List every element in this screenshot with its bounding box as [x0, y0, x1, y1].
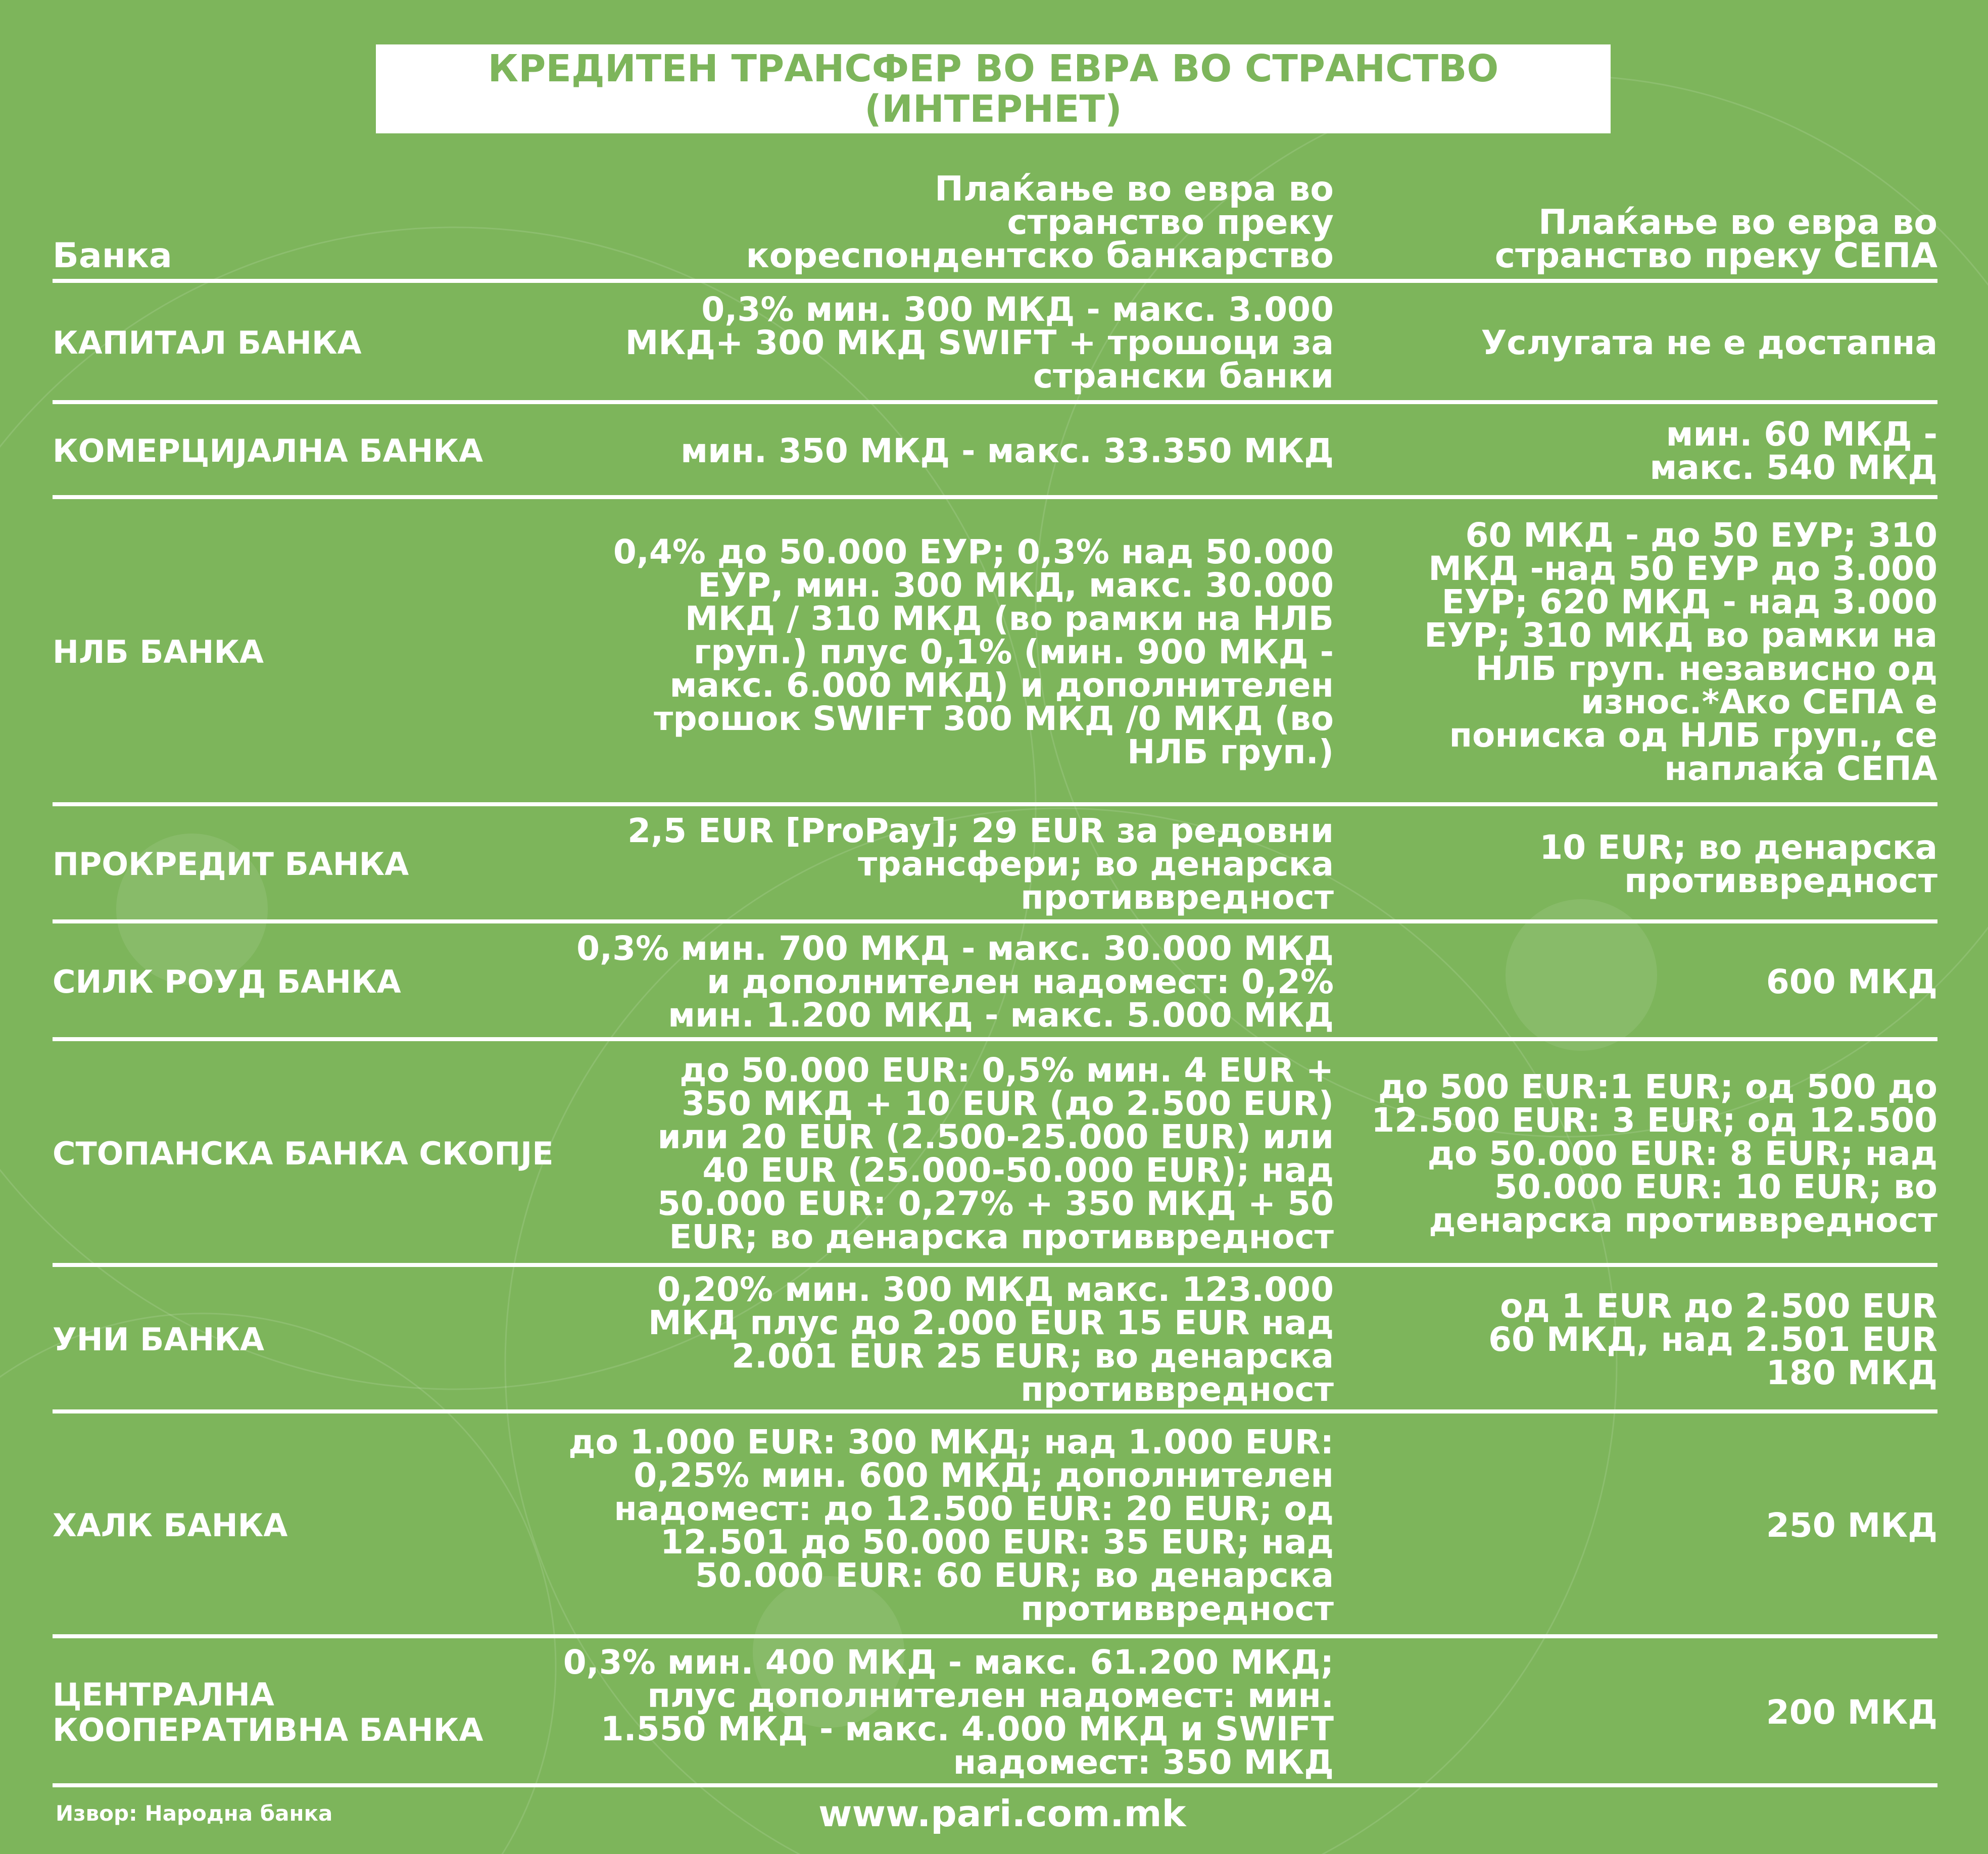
page-title [376, 44, 1611, 133]
correspondent-fee-cell-line: противвредност [1021, 878, 1334, 917]
correspondent-fee-cell [536, 924, 1334, 1039]
bank-name-cell [53, 500, 578, 804]
correspondent-fee-cell [536, 1639, 1334, 1786]
bank-name-cell [53, 1042, 578, 1265]
correspondent-fee-cell-line: до 1.000 EUR: 300 МКД; над 1.000 EUR: [568, 1422, 1334, 1461]
table-row [0, 1414, 1988, 1636]
header-corr-line: Плаќање во евра во [934, 169, 1334, 209]
sepa-fee-cell-line: 250 МКД [1766, 1505, 1937, 1545]
sepa-fee-cell-line: 10 EUR; во денарска [1539, 828, 1937, 867]
correspondent-fee-cell-line: плус дополнителен надомест: мин. [647, 1676, 1334, 1715]
row-divider [53, 279, 1937, 283]
correspondent-fee-cell [536, 405, 1334, 497]
table-row [0, 807, 1988, 921]
bank-name-cell-line: НЛБ БАНКА [53, 633, 264, 670]
table-row [0, 500, 1988, 804]
header-correspondent [536, 152, 1334, 276]
bank-name-cell-line: СИЛК РОУД БАНКА [53, 963, 401, 1000]
header-bank [53, 152, 578, 276]
correspondent-fee-cell-line: трошок SWIFT 300 МКД /0 МКД (во [654, 699, 1334, 738]
sepa-fee-cell-line: пониска од НЛБ груп., се [1449, 716, 1937, 755]
correspondent-fee-cell [536, 1042, 1334, 1265]
bank-name-cell-line: УНИ БАНКА [53, 1321, 264, 1358]
correspondent-fee-cell-line: мин. 1.200 МКД - макс. 5.000 МКД [668, 995, 1334, 1035]
correspondent-fee-cell-line: противвредност [1021, 1370, 1334, 1409]
bank-name-cell [53, 1414, 578, 1636]
correspondent-fee-cell-line: 50.000 EUR: 0,27% + 350 МКД + 50 [657, 1184, 1334, 1223]
correspondent-fee-cell-line: трансфери; во денарска [858, 845, 1334, 884]
page-title-line-1: КРЕДИТЕН ТРАНСФЕР ВО ЕВРА ВО СТРАНСТВО [488, 47, 1499, 90]
correspondent-fee-cell-line: 0,3% мин. 300 МКД - макс. 3.000 [701, 290, 1334, 329]
sepa-fee-cell-line: до 500 EUR:1 EUR; од 500 до [1378, 1067, 1937, 1106]
sepa-fee-cell-line: Услугата не е достапна [1481, 323, 1937, 362]
sepa-fee-cell-line: МКД -над 50 ЕУР до 3.000 [1428, 549, 1937, 588]
correspondent-fee-cell-line: 0,3% мин. 400 МКД - макс. 61.200 МКД; [563, 1643, 1334, 1682]
correspondent-fee-cell-line: противвредност [1021, 1589, 1334, 1628]
table-row [0, 1268, 1988, 1411]
sepa-fee-cell [1354, 1268, 1937, 1411]
bank-name-cell [53, 924, 578, 1039]
sepa-fee-cell [1354, 924, 1937, 1039]
correspondent-fee-cell-line: 350 МКД + 10 EUR (до 2.500 EUR) [682, 1084, 1334, 1123]
correspondent-fee-cell-line: 2,5 EUR [ProPay]; 29 EUR за редовни [627, 811, 1334, 850]
correspondent-fee-cell-line: НЛБ груп.) [1127, 733, 1334, 771]
sepa-fee-cell-line: 60 МКД, над 2.501 EUR [1488, 1320, 1937, 1359]
correspondent-fee-cell-line: 1.550 МКД - макс. 4.000 МКД и SWIFT [600, 1710, 1334, 1748]
bank-name-cell-line: ХАЛК БАНКА [53, 1506, 288, 1544]
correspondent-fee-cell-line: странски банки [1033, 357, 1334, 396]
sepa-fee-cell [1354, 807, 1937, 921]
sepa-fee-cell-line: ЕУР; 620 МКД - над 3.000 [1441, 582, 1937, 621]
bank-name-cell [53, 405, 578, 497]
sepa-fee-cell-line: 12.500 EUR: 3 EUR; од 12.500 [1371, 1100, 1937, 1140]
correspondent-fee-cell-line: 2.001 EUR 25 EUR; во денарска [732, 1337, 1334, 1376]
table-header [0, 152, 1988, 276]
correspondent-fee-cell-line: 0,20% мин. 300 МКД макс. 123.000 [657, 1270, 1334, 1309]
table-row [0, 1639, 1988, 1786]
header-sepa-line: странство преку СЕПА [1494, 236, 1937, 276]
correspondent-fee-cell-line: и дополнителен надомест: 0,2% [707, 962, 1334, 1001]
correspondent-fee-cell-line: 40 EUR (25.000-50.000 EUR); над [702, 1150, 1334, 1190]
correspondent-fee-cell [536, 500, 1334, 804]
bank-name-cell [53, 284, 578, 402]
sepa-fee-cell [1354, 284, 1937, 402]
correspondent-fee-cell-line: надомест: до 12.500 EUR: 20 EUR; од [614, 1489, 1334, 1528]
sepa-fee-cell-line: 60 МКД - до 50 ЕУР; 310 [1465, 516, 1937, 555]
table-row [0, 284, 1988, 402]
correspondent-fee-cell-line: 0,3% мин. 700 МКД - макс. 30.000 МКД [576, 929, 1334, 968]
sepa-fee-cell-line: макс. 540 МКД [1650, 448, 1937, 487]
table-row [0, 405, 1988, 497]
sepa-fee-cell-line: НЛБ груп. независно од [1475, 649, 1937, 688]
correspondent-fee-cell-line: МКД плус до 2.000 EUR 15 EUR над [648, 1303, 1334, 1342]
sepa-fee-cell-line: наплаќа СЕПА [1664, 749, 1937, 788]
sepa-fee-cell [1354, 500, 1937, 804]
correspondent-fee-cell-line: EUR; во денарска противвредност [669, 1217, 1334, 1256]
sepa-fee-cell-line: ЕУР; 310 МКД во рамки на [1424, 616, 1937, 655]
sepa-fee-cell-line: 180 МКД [1766, 1353, 1937, 1392]
correspondent-fee-cell [536, 1414, 1334, 1636]
sepa-fee-cell-line: до 50.000 EUR: 8 EUR; над [1427, 1134, 1937, 1173]
correspondent-fee-cell [536, 1268, 1334, 1411]
bank-name-cell-line: КАПИТАЛ БАНКА [53, 324, 362, 361]
header-corr-line: кореспондентско банкарство [746, 236, 1334, 276]
bank-name-cell-line: КООПЕРАТИВНА БАНКА [53, 1712, 483, 1748]
bank-name-cell [53, 1268, 578, 1411]
correspondent-fee-cell-line: 50.000 EUR: 60 EUR; во денарска [695, 1555, 1334, 1595]
header-sepa [1354, 152, 1937, 276]
correspondent-fee-cell-line: до 50.000 EUR: 0,5% мин. 4 EUR + [680, 1050, 1334, 1090]
bank-name-cell [53, 1639, 578, 1786]
correspondent-fee-cell [536, 807, 1334, 921]
table-row [0, 1042, 1988, 1265]
correspondent-fee-cell-line: МКД / 310 МКД (во рамки на НЛБ [685, 599, 1334, 638]
sepa-fee-cell-line: мин. 60 МКД - [1666, 415, 1937, 454]
bank-name-cell-line: КОМЕРЦИЈАЛНА БАНКА [53, 432, 483, 469]
bank-name-cell [53, 807, 578, 921]
correspondent-fee-cell-line: 0,25% мин. 600 МКД; дополнителен [634, 1455, 1334, 1495]
sepa-fee-cell [1354, 405, 1937, 497]
header-sepa-line: Плаќање во евра во [1538, 203, 1937, 242]
correspondent-fee-cell [536, 284, 1334, 402]
correspondent-fee-cell-line: 0,4% до 50.000 ЕУР; 0,3% над 50.000 [613, 532, 1334, 571]
sepa-fee-cell-line: 600 МКД [1766, 962, 1937, 1001]
sepa-fee-cell [1354, 1639, 1937, 1786]
correspondent-fee-cell-line: 12.501 до 50.000 EUR: 35 EUR; над [660, 1522, 1334, 1562]
sepa-fee-cell-line: од 1 EUR до 2.500 EUR [1500, 1287, 1937, 1326]
correspondent-fee-cell-line: ЕУР, мин. 300 МКД, макс. 30.000 [698, 566, 1334, 605]
table-row [0, 924, 1988, 1039]
bank-name-cell-line: СТОПАНСКА БАНКА СКОПЈЕ [53, 1135, 554, 1172]
correspondent-fee-cell-line: мин. 350 МКД - макс. 33.350 МКД [681, 431, 1334, 470]
sepa-fee-cell-line: денарска противвредност [1429, 1200, 1937, 1240]
header-corr-line: странство преку [1007, 203, 1334, 242]
correspondent-fee-cell-line: надомест: 350 МКД [953, 1743, 1334, 1782]
website-link[interactable]: www.pari.com.mk [818, 1792, 1186, 1835]
sepa-fee-cell-line: износ.*Ако СЕПА е [1580, 682, 1937, 721]
correspondent-fee-cell-line: МКД+ 300 МКД SWIFT + трошоци за [625, 323, 1334, 362]
page-title-line-2: (ИНТЕРНЕТ) [864, 87, 1122, 131]
source-note: Извор: Народна банка [56, 1801, 333, 1826]
bank-name-cell-line: ЦЕНТРАЛНА [53, 1676, 274, 1713]
correspondent-fee-cell-line: груп.) плус 0,1% (мин. 900 МКД - [693, 632, 1334, 671]
sepa-fee-cell-line: 50.000 EUR: 10 EUR; во [1494, 1167, 1937, 1206]
header-bank-label: Банка [53, 236, 172, 276]
sepa-fee-cell [1354, 1414, 1937, 1636]
sepa-fee-cell [1354, 1042, 1937, 1265]
sepa-fee-cell-line: 200 МКД [1766, 1693, 1937, 1732]
correspondent-fee-cell-line: или 20 EUR (2.500-25.000 EUR) или [657, 1117, 1334, 1156]
correspondent-fee-cell-line: макс. 6.000 МКД) и дополнителен [669, 666, 1334, 705]
sepa-fee-cell-line: противвредност [1624, 861, 1937, 900]
bank-name-cell-line: ПРОКРЕДИТ БАНКА [53, 846, 409, 883]
